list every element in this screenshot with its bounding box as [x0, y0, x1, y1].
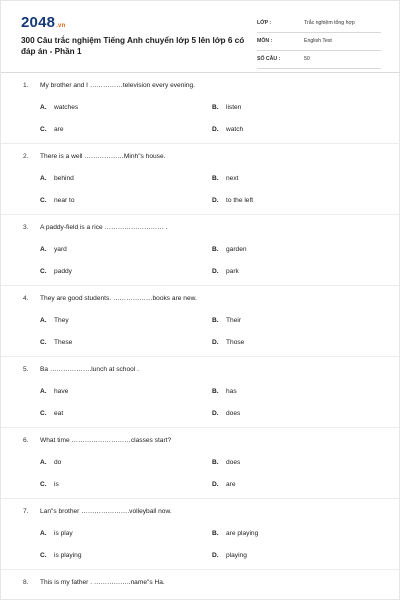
option-b[interactable] — [212, 317, 241, 324]
option-text: are — [54, 126, 64, 133]
question-number: 7. — [23, 508, 29, 515]
question-text: This is my father . ……………..name"s Ha. — [40, 579, 165, 586]
option-letter: C. — [40, 481, 47, 488]
document-title: 300 Câu trắc nghiệm Tiếng Anh chuyển lớp 5 lên lớp 6 có đáp án - Phần 1 — [21, 36, 245, 56]
option-text: is play — [54, 530, 73, 537]
option-letter: A. — [40, 388, 47, 395]
option-letter: D. — [212, 126, 219, 133]
option-text: have — [54, 388, 69, 395]
option-a[interactable] — [40, 459, 61, 466]
option-b[interactable] — [212, 530, 258, 537]
option-a[interactable] — [40, 388, 68, 395]
option-text: watches — [54, 104, 79, 111]
question-text: They are good students. ………………books are new. — [40, 295, 197, 302]
option-c[interactable] — [40, 481, 59, 488]
option-letter: B. — [212, 530, 219, 537]
option-letter: C. — [40, 126, 47, 133]
logo-main: 2048 — [21, 14, 56, 31]
option-text: garden — [226, 246, 247, 253]
question-number: 6. — [23, 437, 29, 444]
question-text: A paddy-field is a rice ……………………… . — [40, 224, 168, 231]
option-c[interactable] — [40, 126, 64, 133]
option-letter: D. — [212, 552, 219, 559]
option-letter: C. — [40, 197, 47, 204]
logo-suffix: .vn — [56, 23, 66, 29]
option-letter: D. — [212, 481, 219, 488]
meta-row-class — [257, 17, 381, 33]
question-text: Lan"s brother ………………….volleyball now. — [40, 508, 172, 515]
meta-label: LỚP : — [257, 20, 272, 26]
option-text: behind — [54, 175, 74, 182]
question-4 — [1, 286, 400, 357]
option-a[interactable] — [40, 175, 74, 182]
question-number: 4. — [23, 295, 29, 302]
question-text: What time ………………………classes start? — [40, 437, 172, 444]
meta-row-subject — [257, 35, 381, 51]
option-text: yard — [54, 246, 67, 253]
option-text: Those — [226, 339, 245, 346]
option-d[interactable] — [212, 126, 243, 133]
option-d[interactable] — [212, 197, 253, 204]
option-letter: B. — [212, 104, 219, 111]
meta-label: MÔN : — [257, 38, 273, 44]
option-letter: B. — [212, 246, 219, 253]
option-text: does — [226, 410, 241, 417]
option-text: playing — [226, 552, 247, 559]
option-letter: D. — [212, 410, 219, 417]
option-c[interactable] — [40, 552, 82, 559]
question-2 — [1, 144, 400, 215]
option-a[interactable] — [40, 317, 69, 324]
option-letter: D. — [212, 197, 219, 204]
option-text: next — [226, 175, 239, 182]
option-text: Their — [226, 317, 242, 324]
meta-value: Trắc nghiệm tổng hợp — [304, 20, 355, 26]
option-a[interactable] — [40, 246, 67, 253]
meta-label: SỐ CÂU : — [257, 56, 281, 62]
option-letter: A. — [40, 530, 47, 537]
meta-value: 50 — [304, 56, 310, 62]
meta-info — [257, 17, 381, 71]
option-letter: A. — [40, 317, 47, 324]
option-b[interactable] — [212, 459, 240, 466]
option-b[interactable] — [212, 246, 247, 253]
option-letter: A. — [40, 246, 47, 253]
option-d[interactable] — [212, 339, 244, 346]
question-5 — [1, 357, 400, 428]
option-b[interactable] — [212, 388, 237, 395]
question-text: Ba ……………….lunch at school . — [40, 366, 139, 373]
option-letter: C. — [40, 410, 47, 417]
meta-row-count — [257, 53, 381, 69]
option-text: watch — [226, 126, 244, 133]
option-a[interactable] — [40, 530, 73, 537]
option-c[interactable] — [40, 268, 72, 275]
option-text: are — [226, 481, 236, 488]
option-text: does — [226, 459, 241, 466]
option-text: has — [226, 388, 237, 395]
option-c[interactable] — [40, 410, 63, 417]
option-text: is playing — [54, 552, 82, 559]
question-number: 3. — [23, 224, 29, 231]
option-letter: C. — [40, 339, 47, 346]
option-d[interactable] — [212, 410, 240, 417]
option-d[interactable] — [212, 552, 247, 559]
option-letter: B. — [212, 459, 219, 466]
document-header — [21, 15, 381, 73]
option-letter: A. — [40, 104, 47, 111]
question-7 — [1, 499, 400, 570]
question-text: My brother and I ……………television every evening. — [40, 82, 196, 89]
option-letter: A. — [40, 459, 47, 466]
question-text: There is a well ………………Minh"s house. — [40, 153, 166, 160]
question-6 — [1, 428, 400, 499]
option-text: listen — [226, 104, 242, 111]
option-text: They — [54, 317, 69, 324]
option-letter: C. — [40, 552, 47, 559]
question-number: 5. — [23, 366, 29, 373]
site-logo[interactable] — [21, 15, 65, 34]
option-c[interactable] — [40, 339, 72, 346]
question-1 — [1, 73, 400, 144]
option-b[interactable] — [212, 175, 238, 182]
option-text: near to — [54, 197, 75, 204]
option-letter: B. — [212, 175, 219, 182]
question-8 — [1, 570, 400, 600]
meta-value: English Test — [304, 38, 332, 44]
option-letter: B. — [212, 317, 219, 324]
option-text: is — [54, 481, 59, 488]
option-letter: D. — [212, 339, 219, 346]
option-d[interactable] — [212, 268, 239, 275]
option-text: eat — [54, 410, 64, 417]
option-b[interactable] — [212, 104, 241, 111]
option-letter: A. — [40, 175, 47, 182]
question-number: 2. — [23, 153, 29, 160]
option-text: are playing — [226, 530, 259, 537]
option-text: do — [54, 459, 62, 466]
option-c[interactable] — [40, 197, 75, 204]
option-a[interactable] — [40, 104, 78, 111]
question-3 — [1, 215, 400, 286]
option-text: paddy — [54, 268, 72, 275]
option-letter: D. — [212, 268, 219, 275]
option-text: park — [226, 268, 239, 275]
option-text: to the left — [226, 197, 254, 204]
question-number: 1. — [23, 82, 29, 89]
question-number: 8. — [23, 579, 29, 586]
option-letter: B. — [212, 388, 219, 395]
option-d[interactable] — [212, 481, 236, 488]
option-letter: C. — [40, 268, 47, 275]
option-text: These — [54, 339, 73, 346]
